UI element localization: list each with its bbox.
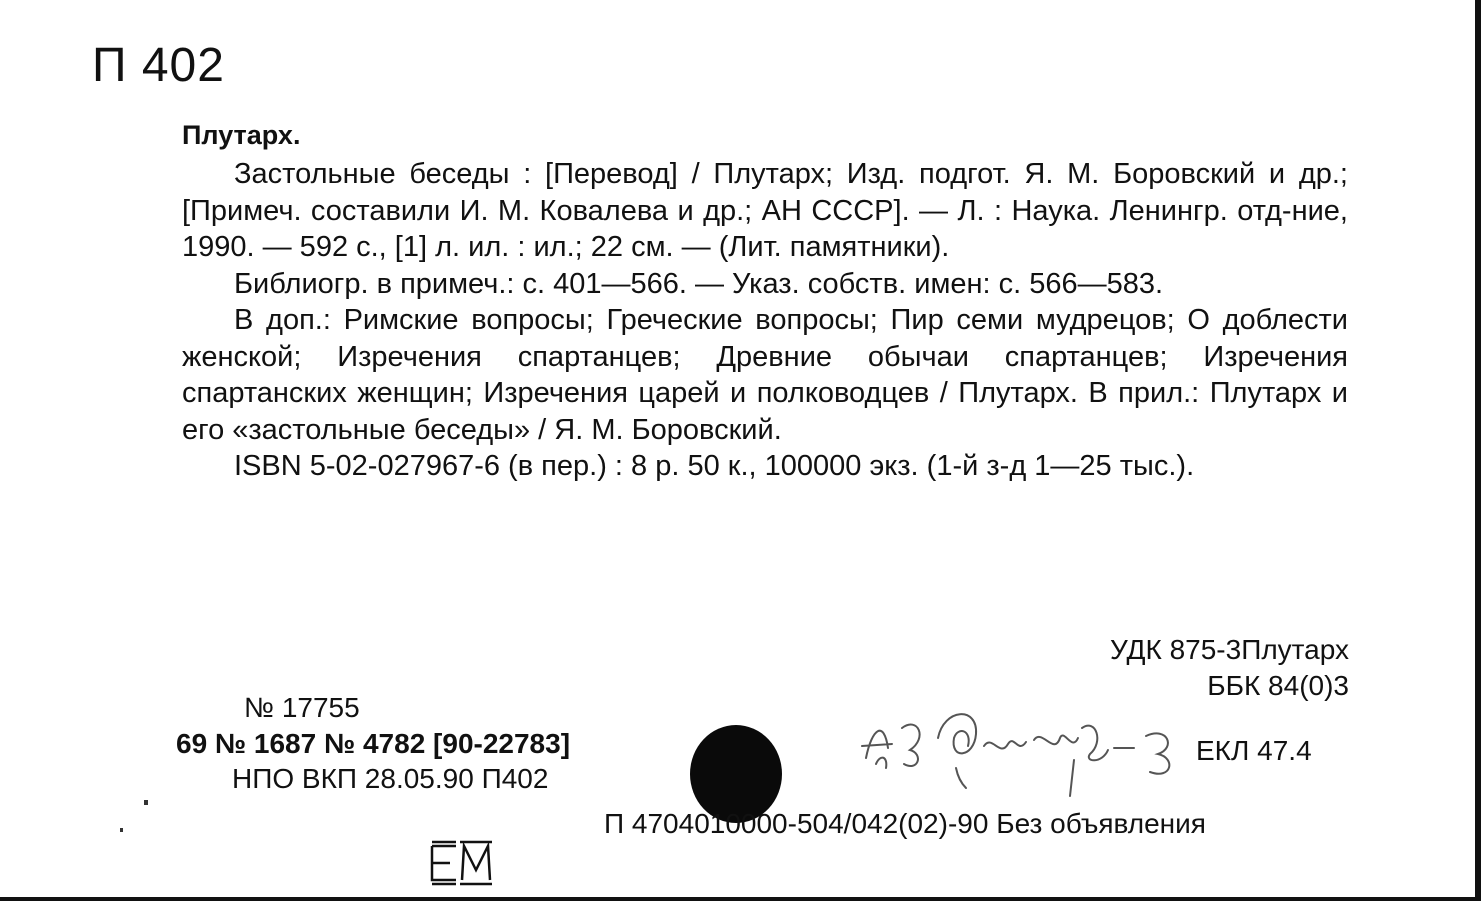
card-number: № 17755 <box>244 692 360 723</box>
title-paragraph: Застольные беседы : [Перевод] / Плутарх; Изд. подгот. Я. М. Боровский и др.; [Примеч. составили И. М. Ковалева и др.; АН СССР]. — Л. : Наука. Ленингр. отд-ние, 1990. — 592 с., [1] л. ил. : ил.; 22 см. — (Лит. памятники). <box>182 158 1348 263</box>
order-number: 69 № 1687 № 4782 [90-22783] <box>176 728 571 759</box>
publication-code-line: П 4704010000-504/042(02)-90 Без объявления <box>604 808 1206 839</box>
speck-2 <box>120 828 123 832</box>
handwritten-signature <box>858 698 1184 800</box>
contents-note: В доп.: Римские вопросы; Греческие вопросы; Пир семи мудрецов; О доблести женской; Изречения спартанцев; Древние обычаи спартанцев; Изречения спартанских женщин; Изречения царей и полководцев / Плутарх. В прил.: Плутарх и его «застольные беседы» / Я. М. Боровский. <box>182 304 1348 446</box>
bibliographic-description <box>182 156 1348 485</box>
publisher-logo <box>428 840 496 886</box>
bibliography-note: Библиогр. в примеч.: с. 401—566. — Указ. собств. имен: с. 566—583. <box>234 267 1164 300</box>
ekl-code: ЕКЛ 47.4 <box>1196 735 1312 766</box>
isbn-note: ISBN 5-02-027967-6 (в пер.) : 8 р. 50 к., 100000 экз. (1-й з-д 1—25 тыс.). <box>234 450 1195 482</box>
card-border-bottom <box>0 897 1481 901</box>
speck-1 <box>144 800 148 805</box>
bbk-code: ББК 84(0)3 <box>1207 670 1349 701</box>
card-border-right <box>1475 0 1481 901</box>
author-heading: Плутарх. <box>182 120 301 150</box>
printer-line: НПО ВКП 28.05.90 П402 <box>232 763 549 794</box>
udk-code: УДК 875-3Плутарх <box>1110 634 1349 665</box>
call-number: П 402 <box>92 39 225 92</box>
classification-block <box>1110 632 1349 704</box>
